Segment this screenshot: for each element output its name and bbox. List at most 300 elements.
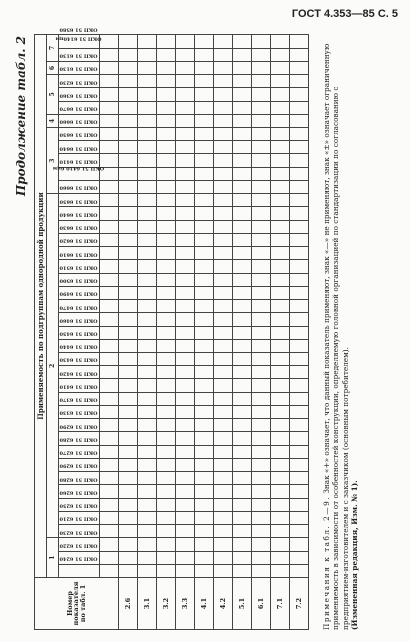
table-cell (233, 525, 252, 538)
column-number (100, 286, 119, 299)
table-cell (138, 207, 157, 220)
group-number: 2 (47, 194, 59, 538)
table-cell (176, 35, 195, 49)
table-cell (176, 564, 195, 577)
table-cell (119, 220, 138, 233)
table-cell (138, 564, 157, 577)
table-cell (138, 273, 157, 286)
table-cell (214, 472, 233, 485)
table-cell (138, 313, 157, 326)
table-cell (252, 207, 271, 220)
column-number (100, 75, 119, 88)
column-header-label: ОКП 51 6290 (59, 462, 98, 469)
table-cell (138, 366, 157, 379)
table-cell (195, 220, 214, 233)
table-cell (252, 326, 271, 339)
table-cell (176, 48, 195, 61)
table-row (271, 35, 290, 630)
table-cell (157, 233, 176, 246)
table-cell (290, 326, 309, 339)
column-header-label: ОКП 51 6140цм (55, 35, 102, 42)
table-cell (271, 458, 290, 471)
column-header-label: ОКП 51 6420 (59, 370, 98, 377)
table-cell (119, 538, 138, 551)
table-cell (138, 419, 157, 432)
table-cell (290, 286, 309, 299)
table-cell (138, 61, 157, 74)
column-number (100, 300, 119, 313)
column-header-label: ОКП 51 6410 (59, 383, 98, 390)
table-cell (195, 511, 214, 524)
table-cell (195, 445, 214, 458)
table-cell (195, 326, 214, 339)
column-header-label: ОКП 51 6270 (59, 449, 98, 456)
table-cell (138, 75, 157, 88)
table-cell (157, 101, 176, 114)
table-cell (157, 220, 176, 233)
table-cell (252, 419, 271, 432)
row-header: Номер показателя по табл. 1 (35, 578, 119, 630)
table-cell (252, 35, 271, 49)
table-cell (252, 538, 271, 551)
table-cell (271, 538, 290, 551)
column-header-label: ОКП 51 6430 (59, 356, 98, 363)
column-header (59, 555, 100, 577)
table-cell (252, 551, 271, 564)
table-row (176, 35, 195, 630)
table-cell (252, 300, 271, 313)
table-cell (214, 564, 233, 577)
table-cell (176, 326, 195, 339)
table-cell (157, 339, 176, 352)
note-text: Знак «+» означает, что данный показатель применяют, знак «—» не применяют, знак «±» означает ограниченную применяемость в зависимости от особенностей конструкции, определяемую головной организацией по стандартизации по согласованию с предприятием-изготовителем и с заказчиком (основным потребителем). (322, 43, 350, 630)
column-header-label: ОКП 51 6230 (59, 529, 98, 536)
table-cell (157, 445, 176, 458)
table-cell (214, 88, 233, 101)
table-cell (214, 366, 233, 379)
table-cell (195, 485, 214, 498)
table-cell (214, 551, 233, 564)
table-cell (214, 392, 233, 405)
table-cell (290, 525, 309, 538)
table-cell (138, 485, 157, 498)
column-number (100, 233, 119, 246)
table-cell (271, 101, 290, 114)
table-cell (138, 88, 157, 101)
table-cell (138, 339, 157, 352)
table-cell (271, 207, 290, 220)
column-number (100, 313, 119, 326)
table-cell (176, 313, 195, 326)
table-cell (233, 392, 252, 405)
table-cell (252, 141, 271, 154)
table-cell (290, 313, 309, 326)
table-cell (119, 419, 138, 432)
table-cell (252, 88, 271, 101)
table-cell (138, 167, 157, 180)
table-cell (195, 75, 214, 88)
table-cell (176, 167, 195, 180)
table-cell (176, 379, 195, 392)
table-cell (290, 432, 309, 445)
table-cell (157, 525, 176, 538)
table-cell (233, 154, 252, 167)
table-cell (195, 114, 214, 127)
table-cell (214, 48, 233, 61)
table-cell (176, 432, 195, 445)
table-cell (271, 511, 290, 524)
table-cell (214, 538, 233, 551)
table-cell (138, 300, 157, 313)
table-cell (290, 194, 309, 207)
table-cell (252, 405, 271, 418)
row-label: 3.2 (157, 578, 176, 630)
table-cell (252, 472, 271, 485)
table-cell (271, 485, 290, 498)
table-cell (119, 353, 138, 366)
table-cell (195, 551, 214, 564)
continuation-label: Продолжение табл. 2 (14, 36, 28, 197)
table-cell (252, 273, 271, 286)
table-cell (138, 326, 157, 339)
column-header-label: ОКП 51 6410 (59, 158, 98, 165)
table-cell (138, 405, 157, 418)
table-cell (195, 101, 214, 114)
column-number (100, 128, 119, 141)
column-header-label: ОКП 51 6240 (59, 555, 98, 562)
table-cell (214, 498, 233, 511)
table-cell (252, 511, 271, 524)
column-number (100, 339, 119, 352)
table-cell (233, 180, 252, 193)
table-cell (252, 525, 271, 538)
table-cell (157, 273, 176, 286)
table-cell (138, 141, 157, 154)
table-cell (271, 114, 290, 127)
table-cell (214, 511, 233, 524)
table-cell (138, 180, 157, 193)
column-header-label: ОКП 51 6260 (59, 489, 98, 496)
table-cell (290, 498, 309, 511)
row-label: 7.1 (271, 578, 290, 630)
table-cell (214, 35, 233, 49)
table-cell (195, 366, 214, 379)
table-cell (157, 167, 176, 180)
row-label: 3.1 (138, 578, 157, 630)
table-cell (176, 353, 195, 366)
table-cell (157, 353, 176, 366)
table-cell (176, 128, 195, 141)
table-cell (290, 141, 309, 154)
table-cell (252, 180, 271, 193)
column-number (100, 458, 119, 471)
table-cell (119, 128, 138, 141)
table-cell (233, 220, 252, 233)
table-cell (271, 525, 290, 538)
table-cell (119, 114, 138, 127)
table-cell (119, 339, 138, 352)
table-cell (195, 458, 214, 471)
table-cell (119, 180, 138, 193)
table-cell (157, 88, 176, 101)
table-cell (290, 207, 309, 220)
table-cell (138, 392, 157, 405)
table-cell (290, 75, 309, 88)
table-cell (195, 405, 214, 418)
table-cell (138, 511, 157, 524)
table-cell (176, 286, 195, 299)
column-number (100, 273, 119, 286)
table-cell (157, 432, 176, 445)
table-cell (138, 551, 157, 564)
table-cell (176, 538, 195, 551)
table-cell (271, 260, 290, 273)
column-header-label: ОКП 51 6330 (59, 409, 98, 416)
table-row (290, 35, 309, 630)
table-cell (214, 445, 233, 458)
column-header-label: ОКП 51 6250 (59, 502, 98, 509)
table-cell (252, 260, 271, 273)
table-cell (214, 141, 233, 154)
column-number (100, 525, 119, 538)
table-cell (233, 498, 252, 511)
table-cell (290, 511, 309, 524)
table-cell (233, 564, 252, 577)
table-cell (252, 220, 271, 233)
table-cell (157, 538, 176, 551)
table-cell (214, 154, 233, 167)
table-cell (119, 286, 138, 299)
table-cell (119, 300, 138, 313)
table-cell (157, 141, 176, 154)
column-number (100, 498, 119, 511)
table-cell (271, 180, 290, 193)
table-cell (138, 445, 157, 458)
table-cell (176, 75, 195, 88)
table-cell (290, 445, 309, 458)
table-cell (290, 101, 309, 114)
table-cell (138, 379, 157, 392)
table-cell (290, 564, 309, 577)
table-cell (233, 472, 252, 485)
column-number (100, 101, 119, 114)
table-cell (271, 88, 290, 101)
table-cell (176, 207, 195, 220)
table-cell (271, 472, 290, 485)
table-cell (119, 207, 138, 220)
table-cell (157, 485, 176, 498)
table-cell (176, 511, 195, 524)
column-header-label: ОКП 51 6640 (59, 211, 98, 218)
table-cell (119, 61, 138, 74)
table-cell (157, 61, 176, 74)
table-cell (214, 339, 233, 352)
group-number: 6 (47, 61, 59, 74)
column-header-label: ОКП 51 6640 (59, 145, 98, 152)
table-cell (233, 141, 252, 154)
table-cell (214, 128, 233, 141)
table-cell (195, 141, 214, 154)
table-cell (233, 405, 252, 418)
table-cell (195, 472, 214, 485)
table-cell (271, 167, 290, 180)
table-cell (290, 379, 309, 392)
table-cell (290, 366, 309, 379)
table-cell (138, 353, 157, 366)
table-cell (176, 485, 195, 498)
table-cell (157, 551, 176, 564)
table-cell (271, 445, 290, 458)
table-cell (138, 525, 157, 538)
column-number (100, 419, 119, 432)
column-number (100, 405, 119, 418)
table-cell (252, 101, 271, 114)
table-cell (138, 260, 157, 273)
table-cell (271, 233, 290, 246)
table-cell (176, 141, 195, 154)
table-cell (119, 48, 138, 61)
table-cell (252, 61, 271, 74)
column-number (100, 207, 119, 220)
table-cell (233, 114, 252, 127)
table-cell (176, 472, 195, 485)
table-cell (157, 194, 176, 207)
table-cell (252, 339, 271, 352)
table-cell (138, 538, 157, 551)
column-number (100, 35, 119, 49)
column-number (100, 114, 119, 127)
table-cell (138, 458, 157, 471)
table-cell (214, 247, 233, 260)
table-cell (252, 194, 271, 207)
column-number (100, 194, 119, 207)
table-cell (214, 220, 233, 233)
table-cell (233, 247, 252, 260)
column-number (100, 180, 119, 193)
table-cell (290, 458, 309, 471)
applicability-table (34, 26, 309, 630)
table-cell (195, 353, 214, 366)
table-cell (214, 286, 233, 299)
rotated-table-area (14, 26, 384, 630)
table-cell (195, 260, 214, 273)
table-cell (195, 392, 214, 405)
table-cell (195, 432, 214, 445)
table-cell (271, 405, 290, 418)
table-cell (233, 35, 252, 49)
table-cell (195, 233, 214, 246)
table-cell (271, 564, 290, 577)
table-cell (195, 154, 214, 167)
table-cell (138, 101, 157, 114)
table-cell (214, 207, 233, 220)
column-number (100, 472, 119, 485)
table-cell (119, 472, 138, 485)
table-cell (271, 392, 290, 405)
table-cell (138, 114, 157, 127)
table-cell (290, 273, 309, 286)
table-cell (157, 180, 176, 193)
table-cell (138, 154, 157, 167)
table-cell (157, 511, 176, 524)
table-note (322, 34, 360, 630)
table-cell (271, 551, 290, 564)
table-cell (176, 366, 195, 379)
table-cell (119, 154, 138, 167)
table-cell (119, 564, 138, 577)
table-cell (119, 141, 138, 154)
table-cell (271, 419, 290, 432)
table-cell (214, 273, 233, 286)
table-cell (214, 260, 233, 273)
column-number (100, 432, 119, 445)
table-cell (233, 167, 252, 180)
table-cell (271, 286, 290, 299)
table-cell (157, 286, 176, 299)
table-cell (252, 366, 271, 379)
table-cell (138, 247, 157, 260)
column-number (100, 511, 119, 524)
table-cell (157, 300, 176, 313)
table-cell (233, 538, 252, 551)
table-cell (271, 273, 290, 286)
table-row (252, 35, 271, 630)
table-cell (252, 128, 271, 141)
edition-note: (Измененная редакция, Изм. № 1). (350, 480, 360, 630)
row-label: 4.2 (214, 578, 233, 630)
table-cell (290, 233, 309, 246)
table-cell (138, 286, 157, 299)
table-cell (119, 392, 138, 405)
column-number (100, 379, 119, 392)
table-cell (157, 35, 176, 49)
row-label: 3.3 (176, 578, 195, 630)
table-cell (271, 128, 290, 141)
table-cell (195, 538, 214, 551)
table-cell (119, 313, 138, 326)
table-cell (119, 233, 138, 246)
table-cell (233, 511, 252, 524)
table-cell (214, 300, 233, 313)
table-cell (233, 353, 252, 366)
rotated-content (14, 26, 384, 630)
column-header-label: ОКП 51 6440 (59, 343, 98, 350)
table-cell (195, 247, 214, 260)
table-cell (290, 472, 309, 485)
table-cell (119, 366, 138, 379)
column-header-label: ОКП 51 6220 (59, 542, 98, 549)
table-cell (176, 300, 195, 313)
column-number (100, 445, 119, 458)
table-cell (214, 101, 233, 114)
table-cell (157, 207, 176, 220)
table-cell (233, 300, 252, 313)
table-cell (176, 405, 195, 418)
table-cell (195, 61, 214, 74)
table-cell (271, 247, 290, 260)
group-number: 5 (47, 75, 59, 115)
table-cell (252, 445, 271, 458)
column-header-label: ОКП 51 6610 (59, 251, 98, 258)
column-header-label: ОКП 51 6370 (59, 396, 98, 403)
row-label: 6.1 (252, 578, 271, 630)
table-cell (176, 233, 195, 246)
column-number (100, 141, 119, 154)
table-cell (119, 326, 138, 339)
column-header-label: ОКП 51 6670 (59, 105, 98, 112)
column-number (100, 247, 119, 260)
table-cell (176, 114, 195, 127)
